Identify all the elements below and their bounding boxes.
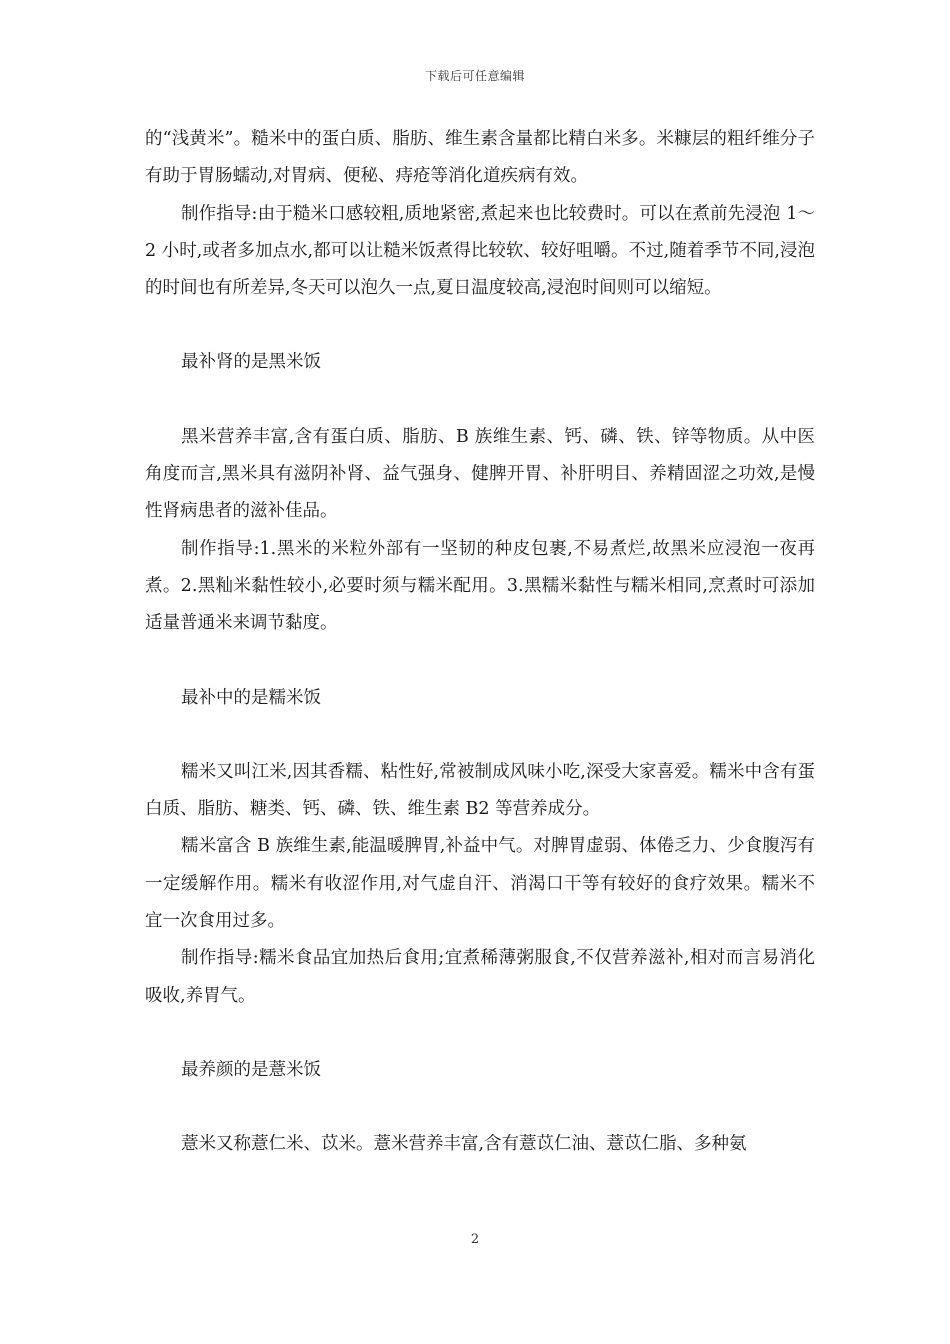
spacer	[145, 307, 815, 344]
spacer	[145, 1015, 815, 1052]
paragraph: 制作指导:由于糙米口感较粗,质地紧密,煮起来也比较费时。可以在煮前先浸泡 1～2 小时,或者多加点水,都可以让糙米饭煮得比较软、较好咀嚼。不过,随着季节不同,浸泡的时间也有所差异,冬天可以泡久一点,夏日温度较高,浸泡时间则可以缩短。	[145, 203, 815, 299]
paragraph: 制作指导:1.黑米的米粒外部有一坚韧的种皮包裹,不易煮烂,故黑米应浸泡一夜再煮。2.黑籼米黏性较小,必要时须与糯米配用。3.黑糯米黏性与糯米相同,烹煮时可添加适量普通米来调节黏度。	[145, 538, 815, 634]
section-heading: 最补肾的是黑米饭	[181, 352, 321, 373]
paragraph: 糯米富含 B 族维生素,能温暖脾胃,补益中气。对脾胃虚弱、体倦乏力、少食腹泻有一定缓解作用。糯米有收涩作用,对气虚自汗、消渴口干等有较好的食疗效果。糯米不宜一次食用过多。	[145, 836, 815, 932]
spacer	[145, 643, 815, 680]
spacer	[145, 717, 815, 754]
paragraph: 糯米又叫江米,因其香糯、粘性好,常被制成风味小吃,深受大家喜爱。糯米中含有蛋白质、脂肪、糖类、钙、磷、铁、维生素 B2 等营养成分。	[145, 761, 815, 820]
spacer	[145, 382, 815, 419]
paragraph: 薏米又称薏仁米、苡米。薏米营养丰富,含有薏苡仁油、薏苡仁脂、多种氨	[181, 1134, 747, 1155]
document-body	[145, 121, 815, 1164]
page-number: 2	[470, 1232, 480, 1247]
page-header: 下载后可任意编辑	[424, 69, 525, 83]
section-heading: 最补中的是糯米饭	[181, 687, 321, 708]
spacer	[145, 1089, 815, 1126]
paragraph: 黑米营养丰富,含有蛋白质、脂肪、B 族维生素、钙、磷、铁、锌等物质。从中医角度而言,黑米具有滋阴补肾、益气强身、健脾开胃、补肝明目、养精固涩之功效,是慢性肾病患者的滋补佳品。	[145, 426, 815, 522]
section-heading: 最养颜的是薏米饭	[181, 1059, 321, 1080]
paragraph: 制作指导:糯米食品宜加热后食用;宜煮稀薄粥服食,不仅营养滋补,相对而言易消化吸收,养胃气。	[145, 948, 815, 1006]
paragraph: 的“浅黄米”。糙米中的蛋白质、脂肪、维生素含量都比精白米多。米糠层的粗纤维分子有助于胃肠蠕动,对胃病、便秘、痔疮等消化道疾病有效。	[145, 129, 815, 187]
